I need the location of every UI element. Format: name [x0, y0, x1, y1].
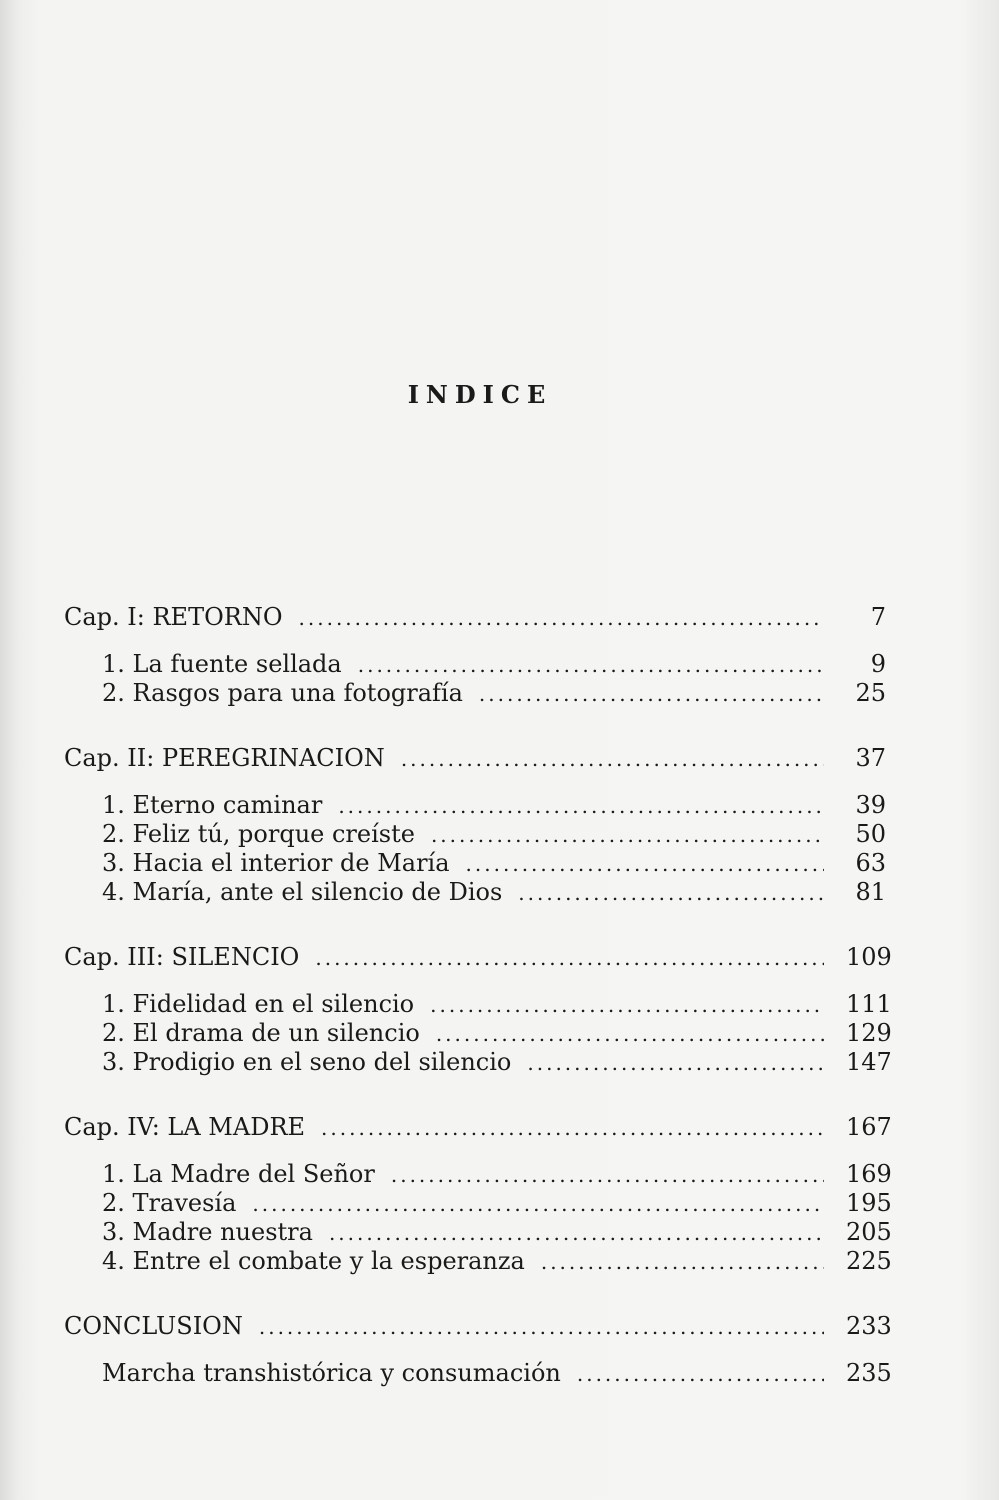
chapter-title: Cap. II: PEREGRINACION	[64, 744, 385, 772]
page-number: 9	[870, 650, 886, 678]
dot-leader	[466, 850, 824, 878]
dot-leader	[436, 1020, 824, 1048]
dot-leader	[391, 1161, 824, 1189]
toc-item-row	[64, 791, 886, 820]
toc-item-row	[64, 1218, 892, 1247]
toc-item-row	[64, 1019, 892, 1048]
item-title: 2. Rasgos para una fotografía	[102, 679, 463, 707]
toc-item-row	[64, 878, 886, 907]
dot-leader	[259, 1313, 824, 1341]
toc-item-row	[64, 1247, 892, 1276]
toc-chapter-row	[64, 1312, 892, 1341]
page-number: 235	[846, 1359, 892, 1387]
page-number: 25	[855, 679, 886, 707]
dot-leader	[479, 680, 824, 708]
page-number: 63	[855, 849, 886, 877]
item-title: 3. Hacia el interior de María	[102, 849, 450, 877]
page-number: 111	[846, 990, 892, 1018]
toc-item-row	[64, 679, 886, 708]
item-title: 3. Madre nuestra	[102, 1218, 313, 1246]
page-number: 37	[855, 744, 886, 772]
dot-leader	[401, 745, 824, 773]
toc-item-row	[64, 849, 886, 878]
item-title: 4. Entre el combate y la esperanza	[102, 1247, 525, 1275]
item-title: 1. Fidelidad en el silencio	[102, 990, 415, 1018]
page-title: INDICE	[407, 380, 553, 409]
item-title: 1. La fuente sellada	[102, 650, 342, 678]
chapter-title: Cap. I: RETORNO	[64, 603, 283, 631]
page-number: 39	[855, 791, 886, 819]
chapter-title: Cap. III: SILENCIO	[64, 943, 300, 971]
toc-item-row	[64, 650, 886, 679]
dot-leader	[315, 944, 824, 972]
dot-leader	[329, 1219, 824, 1247]
item-title: 4. María, ante el silencio de Dios	[102, 878, 503, 906]
dot-leader	[577, 1360, 824, 1388]
toc-item-row	[64, 820, 886, 849]
chapter-title: Cap. IV: LA MADRE	[64, 1113, 306, 1141]
toc-chapter-row	[64, 603, 886, 632]
dot-leader	[299, 604, 824, 632]
item-title: 2. Feliz tú, porque creíste	[102, 820, 415, 848]
toc-item-row	[64, 1359, 892, 1388]
item-title: 2. Travesía	[102, 1189, 237, 1217]
page-number: 233	[846, 1312, 892, 1340]
dot-leader	[430, 991, 824, 1019]
toc-chapter-row	[64, 1113, 892, 1142]
page-number: 169	[846, 1160, 892, 1188]
page-number: 81	[855, 878, 886, 906]
page-number: 167	[846, 1113, 892, 1141]
page-number: 50	[855, 820, 886, 848]
toc-item-row	[64, 990, 892, 1019]
page-number: 225	[846, 1247, 892, 1275]
item-title: Marcha transhistórica y consumación	[102, 1359, 561, 1387]
dot-leader	[518, 879, 824, 907]
dot-leader	[321, 1114, 824, 1142]
toc-item-row	[64, 1048, 892, 1077]
page-number: 147	[846, 1048, 892, 1076]
item-title: 2. El drama de un silencio	[102, 1019, 420, 1047]
item-title: 3. Prodigio en el seno del silencio	[102, 1048, 512, 1076]
item-title: 1. Eterno caminar	[102, 791, 323, 819]
page-number: 7	[870, 603, 886, 631]
dot-leader	[338, 792, 824, 820]
page-number: 109	[846, 943, 892, 971]
dot-leader	[431, 821, 824, 849]
item-title: 1. La Madre del Señor	[102, 1160, 375, 1188]
toc-item-row	[64, 1160, 892, 1189]
toc-chapter-row	[64, 744, 886, 773]
dot-leader	[252, 1190, 824, 1218]
dot-leader	[527, 1049, 824, 1077]
toc-chapter-row	[64, 943, 892, 972]
page-number: 129	[846, 1019, 892, 1047]
chapter-title: CONCLUSION	[64, 1312, 243, 1340]
page-number: 195	[846, 1189, 892, 1217]
toc-item-row	[64, 1189, 892, 1218]
page-number: 205	[846, 1218, 892, 1246]
table-of-contents	[64, 603, 892, 1424]
dot-leader	[541, 1248, 824, 1276]
dot-leader	[358, 651, 824, 679]
